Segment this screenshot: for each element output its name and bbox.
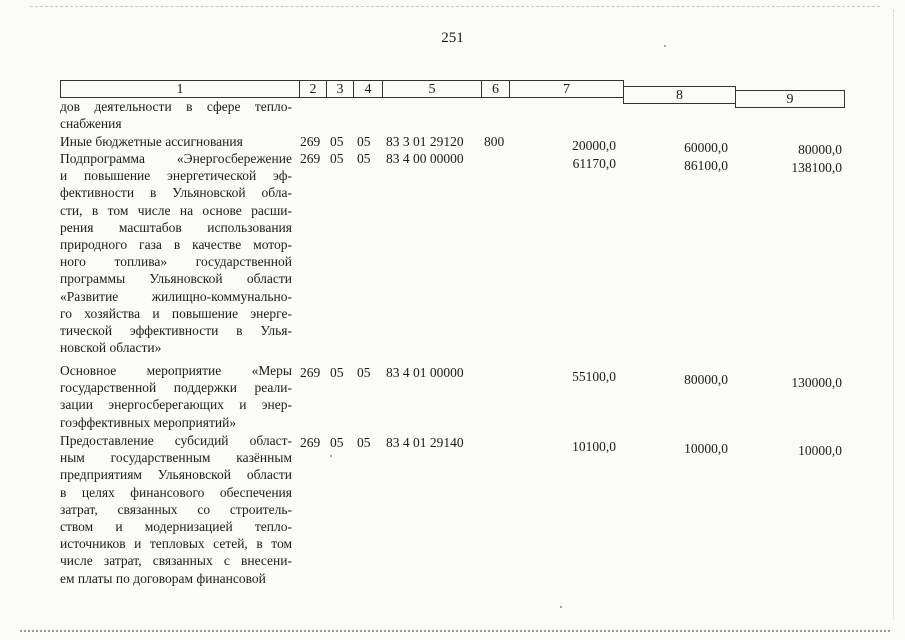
row-2-line-8: «Развитие жилищно-коммунально- xyxy=(60,288,292,304)
row-4-line-7: числе затрат, связанных с внесени- xyxy=(60,553,292,569)
row-2-amount-col7: 61170,0 xyxy=(572,156,616,171)
row-3-code-target: 83 4 01 00000 xyxy=(386,365,464,380)
row-3-amount-col9: 130000,0 xyxy=(791,375,842,390)
row-4-amount-col8: 10000,0 xyxy=(684,441,728,456)
row-4-line-8: ем платы по договорам финансовой xyxy=(60,570,266,586)
row-2-line-0: Подпрограмма «Энергосбережение xyxy=(60,151,292,166)
row-1-description xyxy=(60,133,292,150)
row-1-code-section: 05 xyxy=(330,134,344,149)
row-4-line-0: Предоставление субсидий област- xyxy=(60,433,292,448)
row-3-line-2: зации энергосберегающих и энер- xyxy=(60,397,292,413)
scan-speck xyxy=(330,455,332,457)
row-2-line-6: ного топлива» государственной xyxy=(60,254,292,270)
row-2-amount-col8: 86100,0 xyxy=(684,158,728,173)
row-2-line-2: фективности в Ульяновской обла- xyxy=(60,185,292,201)
row-3-line-0: Основное мероприятие «Меры xyxy=(60,363,292,378)
row-4-line-6: источников и тепловых сетей, в том xyxy=(60,536,292,552)
row-2-line-9: го хозяйства и повышение энерге- xyxy=(60,305,292,321)
header-cell-3: 3 xyxy=(326,80,354,98)
row-3-code-section: 05 xyxy=(330,365,344,380)
row-2-line-7: программы Ульяновской области xyxy=(60,271,292,287)
row-1-amount-col7: 20000,0 xyxy=(572,138,616,153)
row-2-code-subsection: 05 xyxy=(357,151,371,166)
row-0-line-1: снабжения xyxy=(60,116,122,132)
row-4-code-ministry: 269 xyxy=(300,435,321,450)
row-2-line-4: рения масштабов использования xyxy=(60,219,292,235)
row-2-code-ministry: 269 xyxy=(300,151,321,166)
row-4-description xyxy=(60,432,292,587)
row-4-amount-col9: 10000,0 xyxy=(798,443,842,458)
row-2-line-3: сти, в том числе на основе расши- xyxy=(60,202,292,218)
row-4-line-4: затрат, связанных со строитель- xyxy=(60,501,292,517)
row-3-amount-col7: 55100,0 xyxy=(572,369,616,384)
row-0-line-0: дов деятельности в сфере тепло- xyxy=(60,99,292,114)
row-4-code-section: 05 xyxy=(330,435,344,450)
row-2-code-target: 83 4 00 00000 xyxy=(386,151,464,166)
row-2-line-11: новской области» xyxy=(60,340,162,356)
header-cell-2: 2 xyxy=(299,80,327,98)
row-3-line-3: гоэффективных мероприятий» xyxy=(60,414,237,430)
header-cell-1: 1 xyxy=(60,80,300,98)
row-1-amount-col9: 80000,0 xyxy=(798,142,842,157)
row-3-line-1: государственной поддержки реали- xyxy=(60,380,292,396)
row-3-description xyxy=(60,362,292,431)
row-2-line-1: и повышение энергетической эф- xyxy=(60,168,292,184)
row-1-line-0: Иные бюджетные ассигнования xyxy=(60,134,243,149)
row-2-amount-col9: 138100,0 xyxy=(791,160,842,175)
row-2-line-10: тической эффективности в Улья- xyxy=(60,323,292,339)
row-0-description xyxy=(60,98,292,132)
row-4-line-3: в целях финансового обеспечения xyxy=(60,484,292,500)
row-2-description xyxy=(60,150,292,356)
row-1-code-ministry: 269 xyxy=(300,134,321,149)
scan-edge-bottom xyxy=(20,630,890,632)
row-3-code-subsection: 05 xyxy=(357,365,371,380)
row-4-line-2: предприятиям Ульяновской области xyxy=(60,467,292,483)
row-1-amount-col8: 60000,0 xyxy=(684,140,728,155)
header-cell-5: 5 xyxy=(382,80,482,98)
header-cell-8: 8 xyxy=(623,86,736,104)
row-3-code-ministry: 269 xyxy=(300,365,321,380)
row-4-amount-col7: 10100,0 xyxy=(572,439,616,454)
row-2-line-5: природного газа в качестве мотор- xyxy=(60,237,292,253)
row-1-code-expense-type: 800 xyxy=(484,134,505,149)
header-cell-6: 6 xyxy=(481,80,510,98)
row-4-code-subsection: 05 xyxy=(357,435,371,450)
scan-edge-right xyxy=(893,10,894,620)
row-1-code-target: 83 3 01 29120 xyxy=(386,134,464,149)
row-3-amount-col8: 80000,0 xyxy=(684,372,728,387)
header-cell-9: 9 xyxy=(735,90,845,108)
row-4-line-5: ством и модернизацией тепло- xyxy=(60,519,292,535)
page-number: 251 xyxy=(441,30,464,46)
row-1-code-subsection: 05 xyxy=(357,134,371,149)
row-4-line-1: ным государственным казённым xyxy=(60,450,292,466)
scan-edge-top xyxy=(30,6,880,7)
header-cell-7: 7 xyxy=(509,80,624,98)
row-2-code-section: 05 xyxy=(330,151,344,166)
scan-speck xyxy=(560,606,562,608)
scan-speck xyxy=(664,45,666,47)
row-4-code-target: 83 4 01 29140 xyxy=(386,435,464,450)
header-cell-4: 4 xyxy=(353,80,383,98)
